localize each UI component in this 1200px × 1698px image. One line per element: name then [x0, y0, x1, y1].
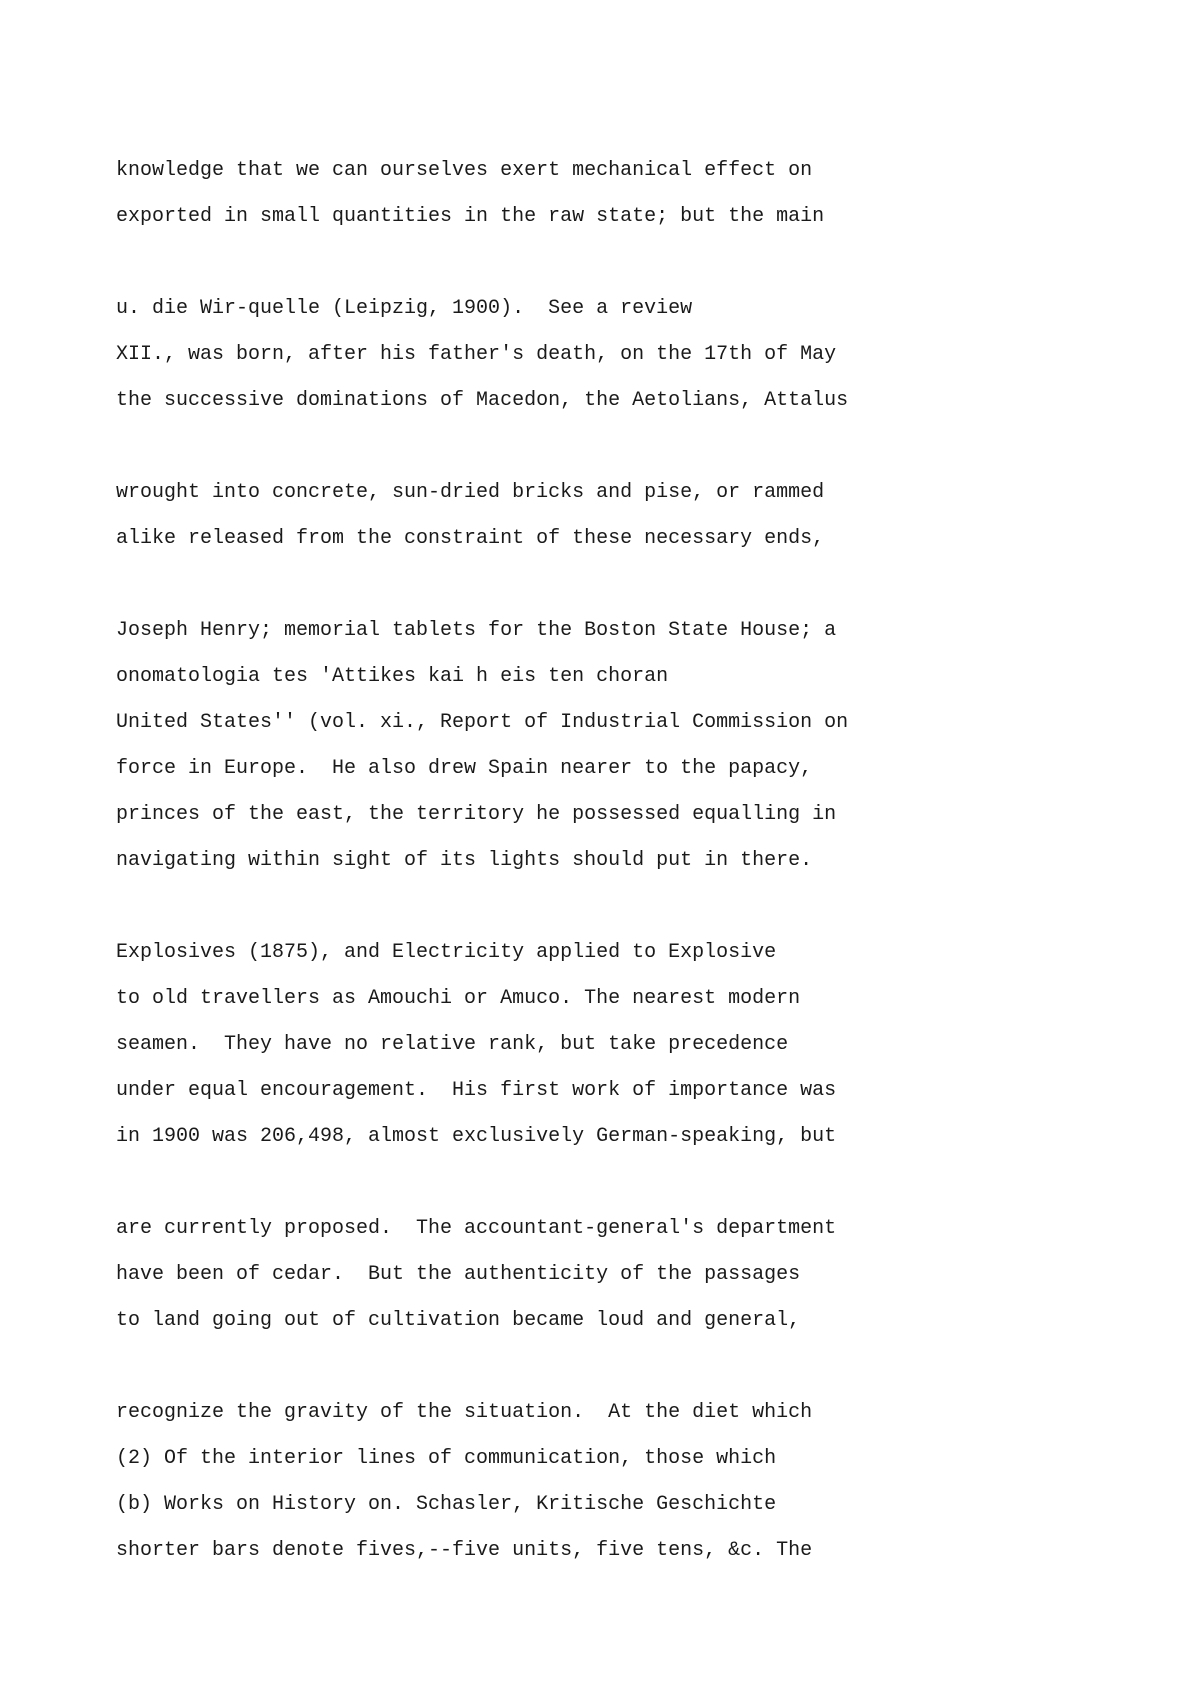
text-line: United States'' (vol. xi., Report of Industrial Commission on	[116, 711, 849, 734]
text-line: XII., was born, after his father's death, on the 17th of May	[116, 343, 837, 366]
text-line: shorter bars denote fives,--five units, five tens, &c. The	[116, 1539, 813, 1562]
blank-line	[116, 570, 1116, 616]
text-line: have been of cedar. But the authenticity of the passages	[116, 1263, 801, 1286]
text-line: in 1900 was 206,498, almost exclusively German-speaking, but	[116, 1125, 837, 1148]
text-line: seamen. They have no relative rank, but take precedence	[116, 1033, 789, 1056]
text-line: navigating within sight of its lights should put in there.	[116, 849, 813, 872]
text-line: force in Europe. He also drew Spain nearer to the papacy,	[116, 757, 813, 780]
text-line: knowledge that we can ourselves exert mechanical effect on	[116, 159, 813, 182]
text-line: recognize the gravity of the situation. At the diet which	[116, 1401, 813, 1424]
blank-line	[116, 1168, 1116, 1214]
text-line: under equal encouragement. His first work of importance was	[116, 1079, 837, 1102]
text-line: Explosives (1875), and Electricity applied to Explosive	[116, 941, 777, 964]
text-line: alike released from the constraint of these necessary ends,	[116, 527, 825, 550]
text-line: to land going out of cultivation became loud and general,	[116, 1309, 801, 1332]
text-line: wrought into concrete, sun-dried bricks and pise, or rammed	[116, 481, 825, 504]
text-line: (b) Works on History on. Schasler, Kritische Geschichte	[116, 1493, 777, 1516]
text-line: u. die Wir-quelle (Leipzig, 1900). See a review	[116, 297, 693, 320]
text-line: exported in small quantities in the raw state; but the main	[116, 205, 825, 228]
text-line: are currently proposed. The accountant-general's department	[116, 1217, 837, 1240]
blank-line	[116, 1352, 1116, 1398]
text-line: onomatologia tes 'Attikes kai h eis ten choran	[116, 665, 669, 688]
blank-line	[116, 248, 1116, 294]
text-line: (2) Of the interior lines of communication, those which	[116, 1447, 777, 1470]
text-line: princes of the east, the territory he possessed equalling in	[116, 803, 837, 826]
text-line: the successive dominations of Macedon, the Aetolians, Attalus	[116, 389, 849, 412]
text-line: Joseph Henry; memorial tablets for the Boston State House; a	[116, 619, 837, 642]
body-text	[116, 156, 1116, 1582]
blank-line	[116, 432, 1116, 478]
blank-line	[116, 892, 1116, 938]
text-line: to old travellers as Amouchi or Amuco. The nearest modern	[116, 987, 801, 1010]
